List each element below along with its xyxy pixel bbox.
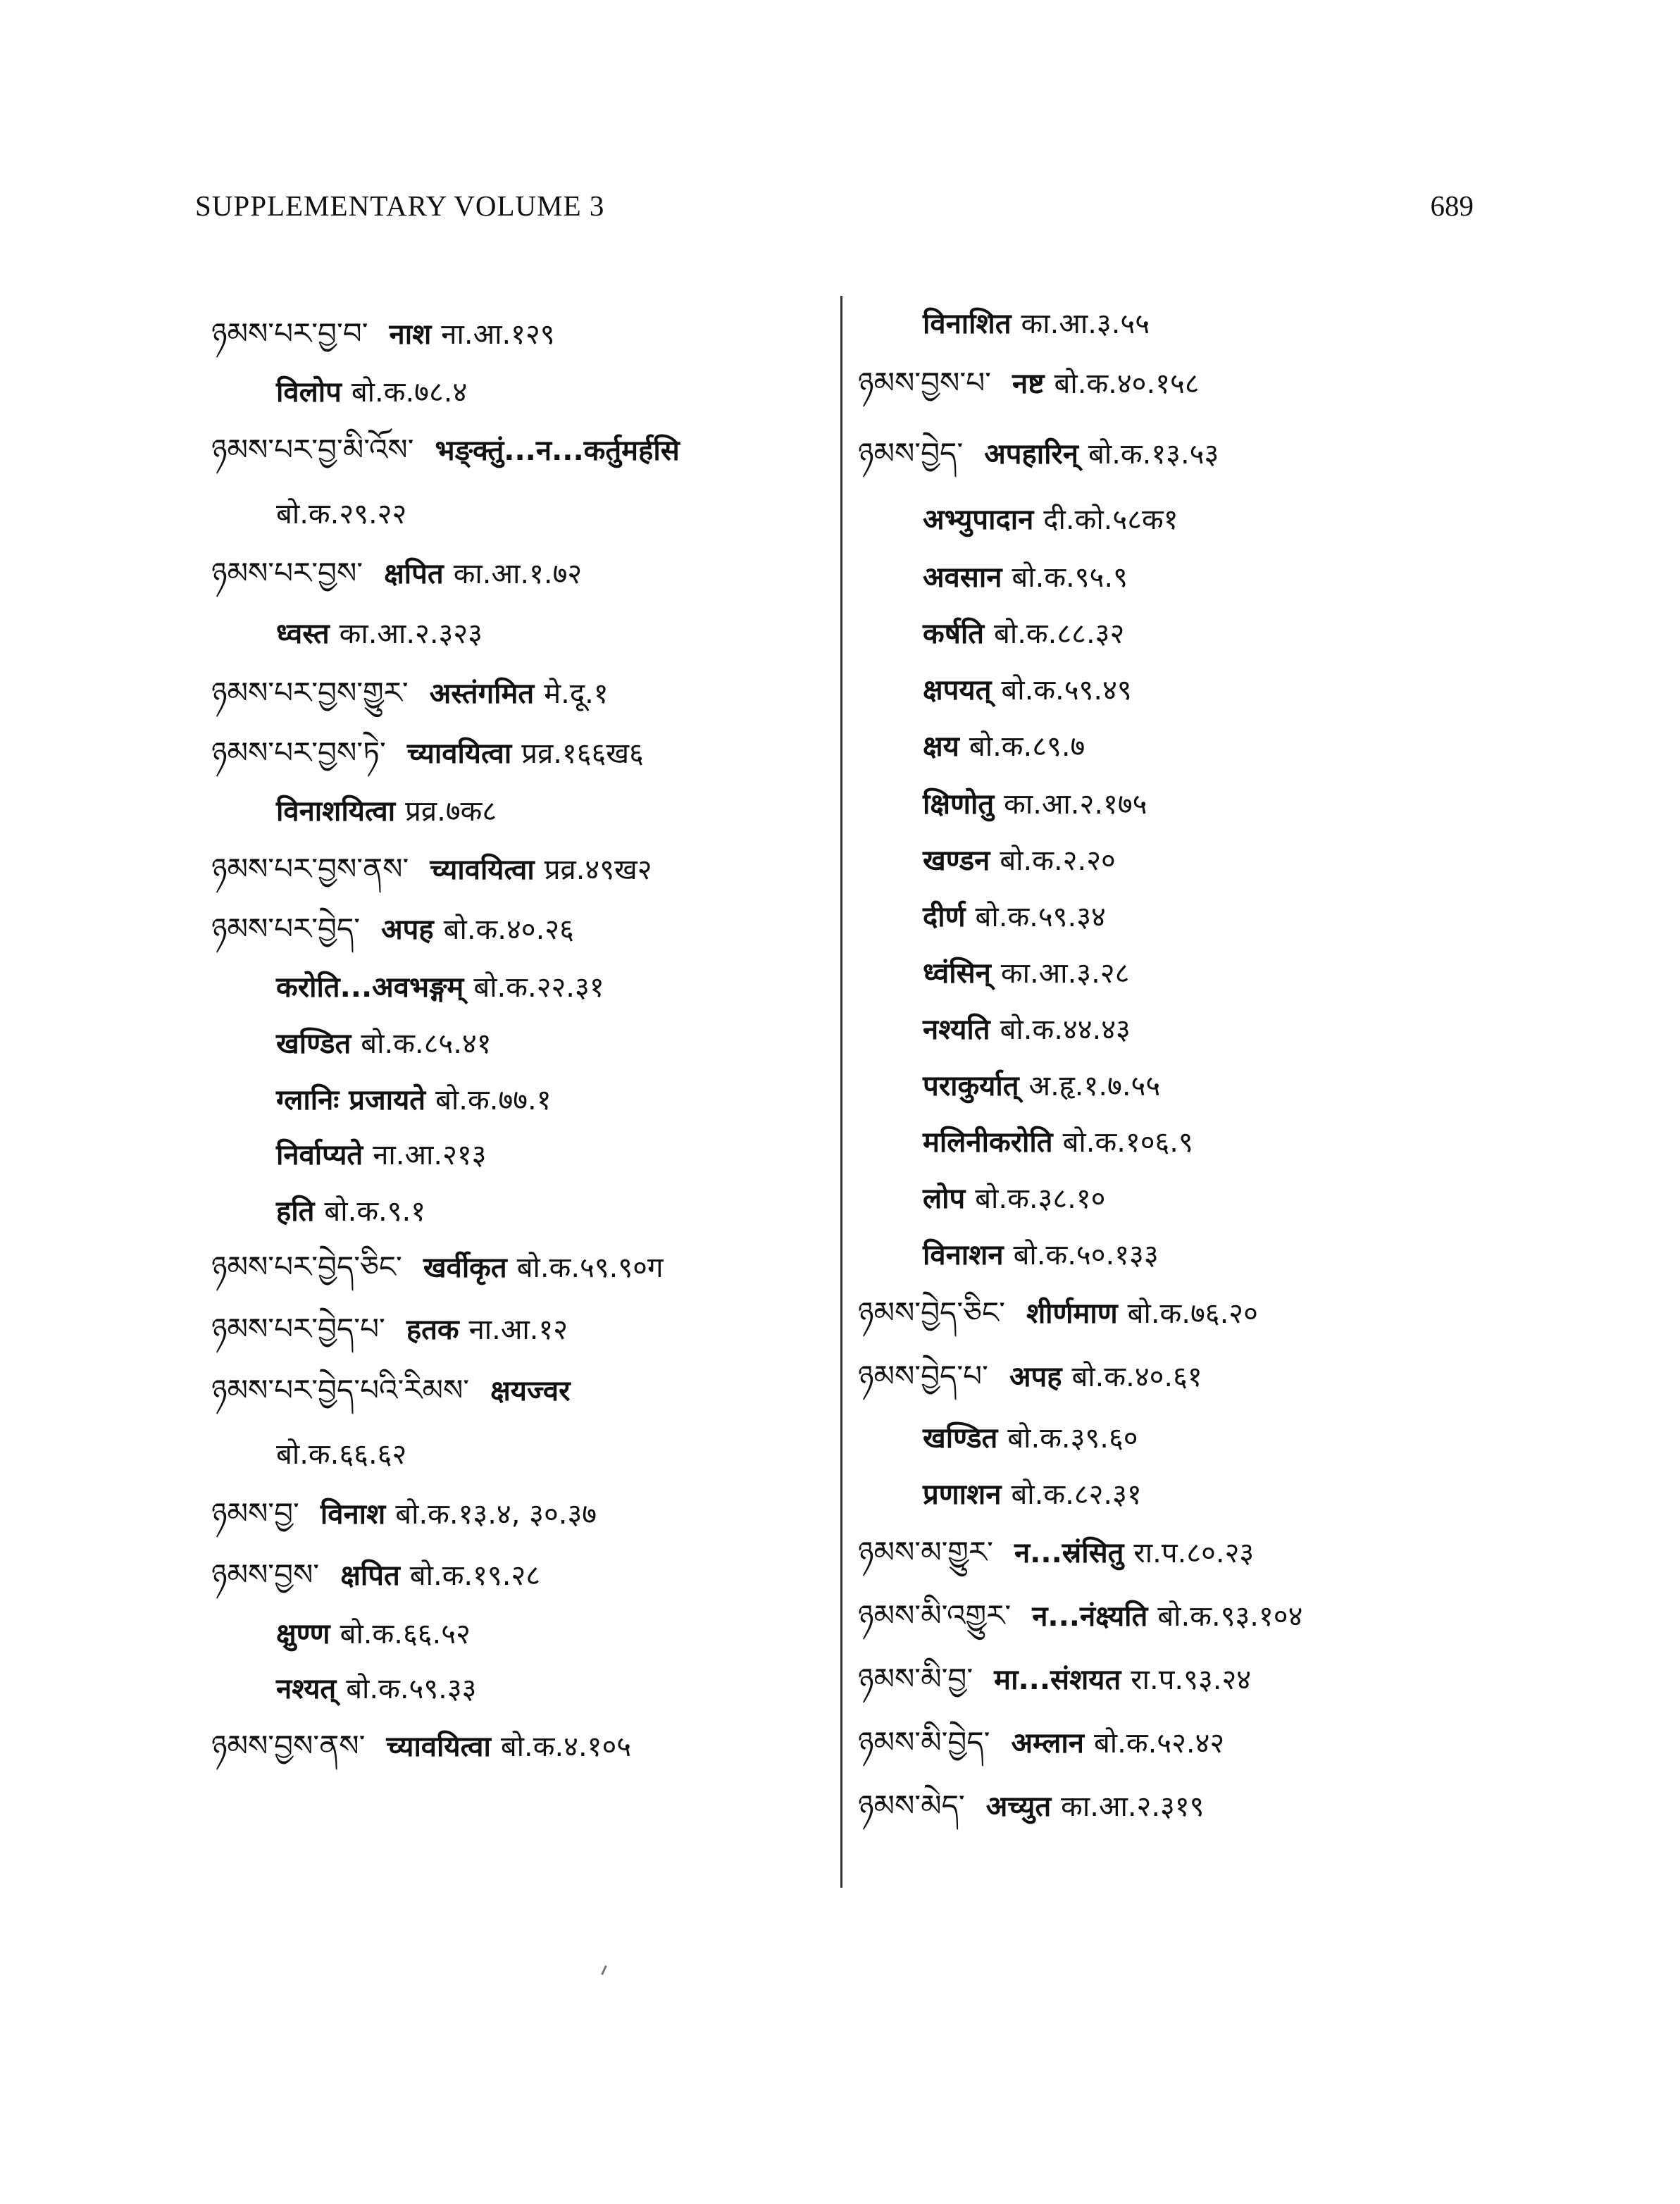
entry-line	[923, 783, 1147, 824]
sanskrit-term: क्षय	[923, 730, 959, 763]
reference: बो.क.४०.६१	[1071, 1361, 1202, 1393]
sanskrit-term: पराकुर्यात्	[923, 1070, 1019, 1102]
tibetan-headword: ཉམས་མི་འགྱུར་	[858, 1598, 1012, 1633]
entry-line	[858, 433, 1219, 474]
reference: बो.क.१०६.९	[1062, 1126, 1193, 1159]
entry-line	[211, 1726, 631, 1767]
tibetan-headword: ཉམས་པར་བྱ་མི་འོས་	[211, 432, 414, 467]
entry-line	[276, 1433, 406, 1474]
entry-line	[211, 849, 652, 890]
sanskrit-term: क्षपित	[384, 558, 444, 590]
tibetan-headword: ཉམས་པར་བྱེད་པ་	[211, 1312, 385, 1346]
tibetan-headword: ཉམས་མ་གྱུར་	[858, 1535, 993, 1569]
sanskrit-term: च्यावयित्वा	[386, 1731, 491, 1763]
tibetan-headword: ཉམས་པར་བྱས་གྱུར་	[211, 675, 409, 710]
sanskrit-term: नश्यत्	[276, 1673, 337, 1705]
sanskrit-term: नष्ट	[1012, 368, 1045, 400]
sanskrit-term: विनाश	[320, 1498, 386, 1531]
sanskrit-term: न...स्रंसितु	[1014, 1537, 1124, 1569]
entry-line	[276, 1023, 492, 1064]
tibetan-headword: ཉམས་པར་བྱེད་ཅིང་	[211, 1250, 402, 1284]
entry-line	[276, 1668, 476, 1709]
sanskrit-term: क्षपित	[340, 1559, 400, 1592]
entry-line	[858, 1293, 1258, 1333]
entry-line	[923, 303, 1150, 344]
entry-line	[923, 1417, 1138, 1458]
reference: का.आ.३.२८	[1000, 957, 1130, 990]
sanskrit-term: अपह	[1009, 1361, 1062, 1393]
entry-line	[211, 1309, 568, 1350]
entry-line	[923, 669, 1132, 710]
entry-line	[858, 363, 1200, 404]
entry-line	[276, 613, 483, 654]
entry-line	[211, 1493, 597, 1534]
sanskrit-term: च्यावयित्वा	[430, 854, 535, 886]
reference: बो.क.९३.१०४	[1157, 1600, 1303, 1633]
entry-line	[923, 556, 1128, 597]
entry-line	[276, 1613, 471, 1654]
reference: बो.क.१३.४, ३०.३७	[395, 1498, 597, 1531]
reference: बो.क.२२.३१	[473, 971, 604, 1004]
entry-line	[858, 1356, 1202, 1397]
reference: रा.प.८०.२३	[1133, 1537, 1255, 1569]
entry-line	[923, 1065, 1160, 1106]
entry-line	[923, 1121, 1193, 1162]
entry-line	[858, 1659, 1251, 1700]
sanskrit-term: च्यावयित्वा	[406, 737, 512, 770]
tibetan-headword: ཉམས་བྱས་	[211, 1557, 320, 1592]
entry-line	[858, 1786, 1204, 1826]
sanskrit-term: प्रणाशन	[923, 1478, 1002, 1511]
sanskrit-term: विनाशन	[923, 1239, 1004, 1271]
tibetan-headword: ཉམས་པར་བྱས་ཏེ་	[211, 735, 386, 770]
entry-line	[211, 1555, 540, 1595]
entry-line	[276, 1190, 425, 1231]
reference: प्रव्र.७क८	[405, 795, 497, 828]
reference: प्रव्र.१६६ख६	[521, 737, 644, 770]
tibetan-headword: ཉམས་མི་བྱེད་	[858, 1725, 990, 1760]
reference: बो.क.५९.३४	[975, 901, 1106, 933]
entry-line	[923, 1178, 1105, 1219]
reference: का.आ.२.३१९	[1061, 1791, 1205, 1823]
sanskrit-term: कर्षति	[923, 618, 984, 650]
sanskrit-term: मलिनीकरोति	[923, 1126, 1053, 1159]
sanskrit-term: न...नंक्ष्यति	[1032, 1600, 1148, 1633]
running-title: SUPPLEMENTARY VOLUME 3	[195, 189, 605, 222]
entry-line	[211, 1370, 580, 1411]
reference: बो.क.५२.४२	[1093, 1727, 1225, 1760]
sanskrit-term: ध्वस्त	[276, 618, 330, 650]
scan-mark	[601, 1965, 607, 1975]
tibetan-headword: ཉམས་བྱེད་པ་	[858, 1359, 988, 1393]
sanskrit-term: अस्तंगमित	[429, 678, 535, 710]
reference: का.आ.३.५५	[1021, 308, 1150, 340]
reference: बो.क.८८.३२	[994, 618, 1125, 650]
sanskrit-term: नाश	[389, 318, 432, 351]
sanskrit-term: अच्युत	[985, 1791, 1052, 1823]
reference: बो.क.३९.६०	[1007, 1422, 1138, 1455]
sanskrit-term: अवसान	[923, 561, 1002, 594]
entry-line	[211, 733, 644, 773]
entry-line	[211, 1247, 664, 1288]
reference: बो.क.५९.४९	[1001, 674, 1132, 706]
reference: बो.क.७७.१	[435, 1084, 552, 1116]
reference: अ.हृ.१.७.५५	[1028, 1070, 1161, 1102]
entry-line	[858, 1532, 1254, 1573]
entry-line	[858, 1595, 1302, 1636]
entry-line	[923, 613, 1124, 654]
sanskrit-term: क्षुण्ण	[276, 1618, 330, 1650]
reference: दी.को.५८क१	[1043, 504, 1178, 536]
entry-line	[923, 499, 1178, 540]
sanskrit-term: खण्डित	[923, 1422, 998, 1455]
sanskrit-term: खर्वीकृत	[423, 1252, 507, 1284]
entry-line	[276, 1134, 486, 1175]
entry-line	[923, 1234, 1159, 1275]
tibetan-headword: ཉམས་པར་བྱས་	[211, 556, 363, 590]
sanskrit-term: अम्लान	[1011, 1727, 1084, 1760]
entry-line	[923, 726, 1085, 766]
reference: बो.क.४.१०५	[500, 1731, 632, 1763]
sanskrit-term: दीर्ण	[923, 901, 966, 933]
entry-line	[923, 896, 1106, 937]
sanskrit-term: खण्डन	[923, 845, 990, 877]
reference: का.आ.२.३२३	[339, 618, 483, 650]
tibetan-headword: ཉམས་བྱ་	[211, 1496, 299, 1531]
tibetan-headword: ཉམས་པར་བྱེད་	[211, 911, 361, 946]
entry-line	[276, 493, 406, 534]
reference: बो.क.६६.५२	[340, 1618, 471, 1650]
reference: बो.क.९.१	[324, 1195, 426, 1228]
sanskrit-term: निर्वाप्यते	[276, 1139, 363, 1171]
sanskrit-term: क्षपयत्	[923, 674, 992, 706]
sanskrit-term: क्षयज्वर	[490, 1375, 571, 1407]
tibetan-headword: ཉམས་མེད་	[858, 1788, 965, 1823]
sanskrit-term: ग्लानिः प्रजायते	[276, 1084, 426, 1116]
tibetan-headword: ཉམས་བྱེད་ཅིང་	[858, 1295, 1005, 1330]
reference: का.आ.१.७२	[453, 558, 583, 590]
sanskrit-term: क्षिणोतु	[923, 788, 995, 821]
reference: बो.क.१९.२८	[409, 1559, 541, 1592]
sanskrit-term: अभ्युपादान	[923, 504, 1034, 536]
entry-line	[276, 790, 497, 831]
sanskrit-term: विनाशयित्वा	[276, 795, 396, 828]
entry-line	[211, 909, 574, 950]
reference: बो.क.८५.४१	[361, 1028, 492, 1060]
tibetan-headword: ཉམས་བྱེད་	[858, 436, 964, 471]
reference: ना.आ.१२	[468, 1314, 568, 1346]
entry-line	[211, 313, 555, 354]
sanskrit-term: अपह	[381, 914, 434, 946]
sanskrit-term: हतक	[406, 1314, 459, 1346]
reference: बो.क.४०.२६	[443, 914, 574, 946]
entry-line	[276, 966, 604, 1007]
sanskrit-term: करोति...अवभङ्गम्	[276, 971, 464, 1004]
entry-line	[858, 1722, 1224, 1763]
tibetan-headword: ཉམས་བྱས་པ་	[858, 366, 991, 400]
sanskrit-term: मा...संशयत	[994, 1664, 1121, 1696]
reference: बो.क.२.२०	[1000, 845, 1116, 877]
reference: ना.आ.२१३	[373, 1139, 487, 1171]
reference: बो.क.४०.१५८	[1054, 368, 1200, 400]
page-number: 689	[1430, 189, 1474, 222]
column-divider	[840, 296, 842, 1888]
entry-line	[923, 952, 1129, 993]
reference: बो.क.६६.६२	[276, 1438, 407, 1471]
reference: बो.क.७८.४	[351, 376, 468, 409]
entry-line	[923, 1009, 1131, 1050]
entry-line	[923, 840, 1116, 880]
reference: बो.क.८९.७	[969, 730, 1085, 763]
sanskrit-term: शीर्णमाण	[1026, 1297, 1118, 1330]
tibetan-headword: ཉམས་པར་བྱེད་པའི་རིམས་	[211, 1373, 470, 1407]
reference: बो.क.५०.१३३	[1013, 1239, 1159, 1271]
sanskrit-term: अपहारिन्	[984, 438, 1078, 471]
reference: प्रव्र.४९ख२	[544, 854, 652, 886]
tibetan-headword: ཉམས་པར་བྱ་བ་	[211, 316, 368, 351]
reference: बो.क.५९.३३	[346, 1673, 477, 1705]
reference: मे.दू.१	[544, 678, 609, 710]
reference: बो.क.९५.९	[1012, 561, 1128, 594]
entry-line	[211, 430, 690, 471]
entry-line	[211, 673, 609, 714]
sanskrit-term: खण्डित	[276, 1028, 351, 1060]
reference: बो.क.२९.२२	[276, 498, 407, 530]
reference: बो.क.१३.५३	[1088, 438, 1219, 471]
reference: बो.क.८२.३१	[1011, 1478, 1142, 1511]
reference: बो.क.४४.४३	[1000, 1014, 1131, 1046]
tibetan-headword: ཉམས་པར་བྱས་ནས་	[211, 852, 409, 886]
sanskrit-term: विनाशित	[923, 308, 1012, 340]
sanskrit-term: नश्यति	[923, 1014, 990, 1046]
reference: का.आ.२.१७५	[1004, 788, 1147, 821]
sanskrit-term: लोप	[923, 1183, 966, 1215]
sanskrit-term: ध्वंसिन्	[923, 957, 991, 990]
reference: बो.क.३८.१०	[975, 1183, 1106, 1215]
entry-line	[211, 553, 582, 594]
entry-line	[276, 1079, 552, 1120]
sanskrit-term: विलोप	[276, 376, 342, 409]
page-header	[195, 189, 1474, 231]
sanskrit-term: भङ्क्तुं...न...कर्तुमर्हसि	[435, 435, 680, 467]
tibetan-headword: ཉམས་བྱས་ནས་	[211, 1729, 366, 1763]
reference: ना.आ.१२९	[441, 318, 555, 351]
reference: रा.प.९३.२४	[1131, 1664, 1252, 1696]
reference: बो.क.५९.९०ग	[516, 1252, 664, 1284]
reference: बो.क.७६.२०	[1127, 1297, 1258, 1330]
entry-line	[276, 371, 467, 412]
sanskrit-term: हति	[276, 1195, 315, 1228]
entry-line	[923, 1474, 1142, 1514]
tibetan-headword: ཉམས་མི་བྱ་	[858, 1662, 973, 1696]
